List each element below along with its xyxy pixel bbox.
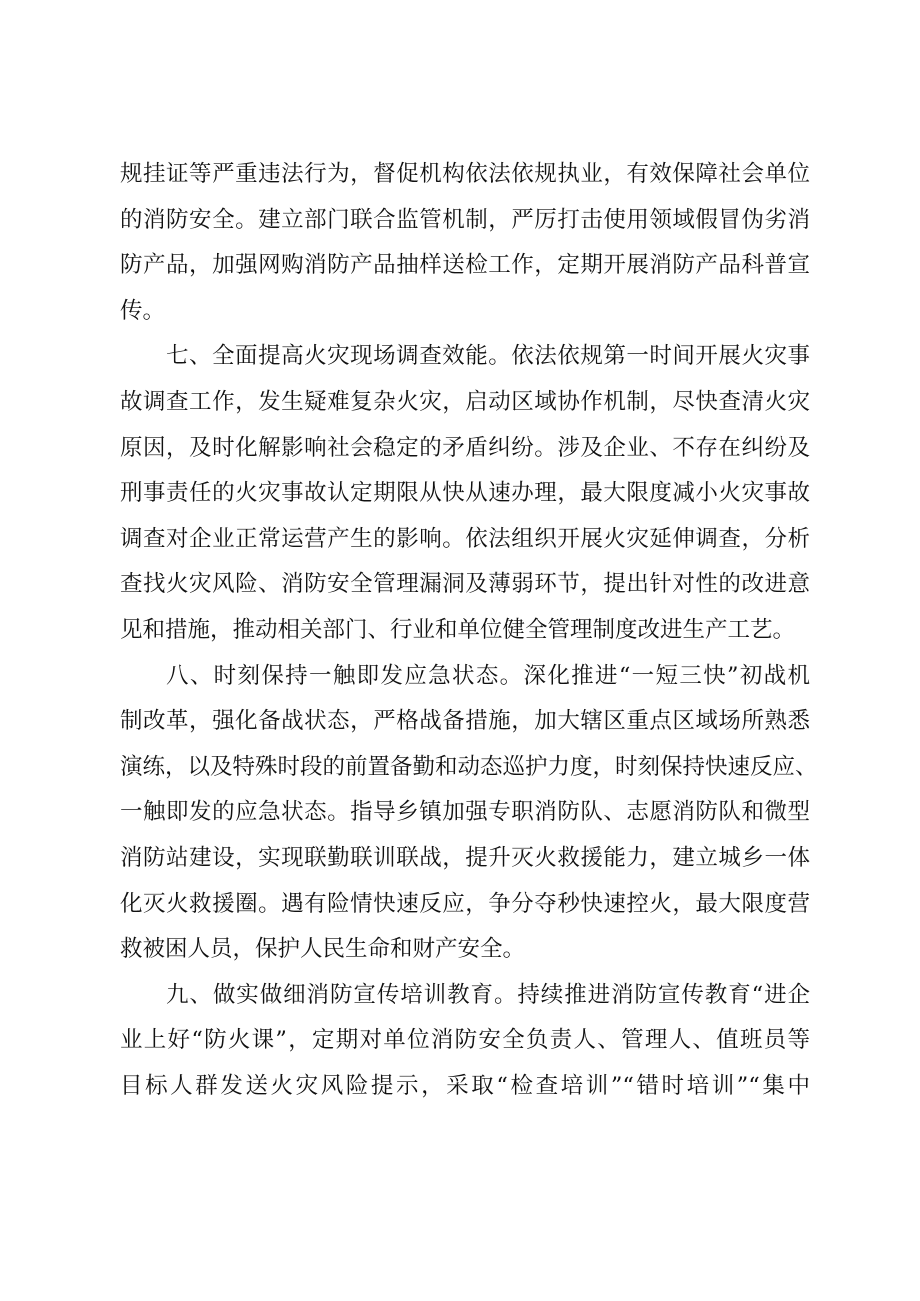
text-line: 防产品，加强网购消防产品抽样送检工作，定期开展消防产品科普宣	[120, 252, 810, 279]
paragraph-first-line: 九、做实做细消防宣传培训教育。持续推进消防宣传教育“进企	[166, 981, 810, 1008]
text-line: 业上好“防火课”，定期对单位消防安全负责人、管理人、值班员等	[120, 1027, 810, 1054]
text-line: 调查对企业正常运营产生的影响。依法组织开展火灾延伸调查，分析	[120, 525, 810, 552]
text-line: 一触即发的应急状态。指导乡镇加强专职消防队、志愿消防队和微型	[120, 799, 810, 826]
text-line: 规挂证等严重违法行为，督促机构依法依规执业，有效保障社会单位	[120, 161, 810, 187]
text-line: 化灭火救援圈。遇有险情快速反应，争分夺秒快速控火，最大限度营	[120, 890, 810, 917]
text-line: 消防站建设，实现联勤联训联战，提升灭火救援能力，建立城乡一体	[120, 844, 810, 871]
body-text	[120, 152, 818, 1109]
text-line: 原因，及时化解影响社会稳定的矛盾纠纷。涉及企业、不存在纠纷及	[120, 434, 810, 461]
text-line: 的消防安全。建立部门联合监管机制，严厉打击使用领域假冒伪劣消	[120, 206, 810, 233]
text-line: 查找火灾风险、消防安全管理漏洞及薄弱环节，提出针对性的改进意	[120, 571, 810, 598]
paragraph-first-line: 八、时刻保持一触即发应急状态。深化推进“一短三快”初战机	[166, 662, 810, 689]
text-line: 传。	[120, 297, 166, 324]
text-line: 目标人群发送火灾风险提示，采取“检查培训”“错时培训”“集中	[120, 1072, 810, 1099]
paragraph-first-line: 七、全面提高火灾现场调查效能。依法依规第一时间开展火灾事	[166, 343, 810, 370]
text-line: 见和措施，推动相关部门、行业和单位健全管理制度改进生产工艺。	[120, 616, 796, 643]
text-line: 演练，以及特殊时段的前置备勤和动态巡护力度，时刻保持快速反应、	[120, 753, 818, 780]
text-line: 救被困人员，保护人民生命和财产安全。	[120, 936, 526, 963]
text-line: 制改革，强化备战状态，严格战备措施，加大辖区重点区域场所熟悉	[120, 708, 810, 735]
text-line: 刑事责任的火灾事故认定期限从快从速办理，最大限度减小火灾事故	[120, 480, 810, 507]
text-line: 故调查工作，发生疑难复杂火灾，启动区域协作机制，尽快查清火灾	[120, 388, 810, 415]
